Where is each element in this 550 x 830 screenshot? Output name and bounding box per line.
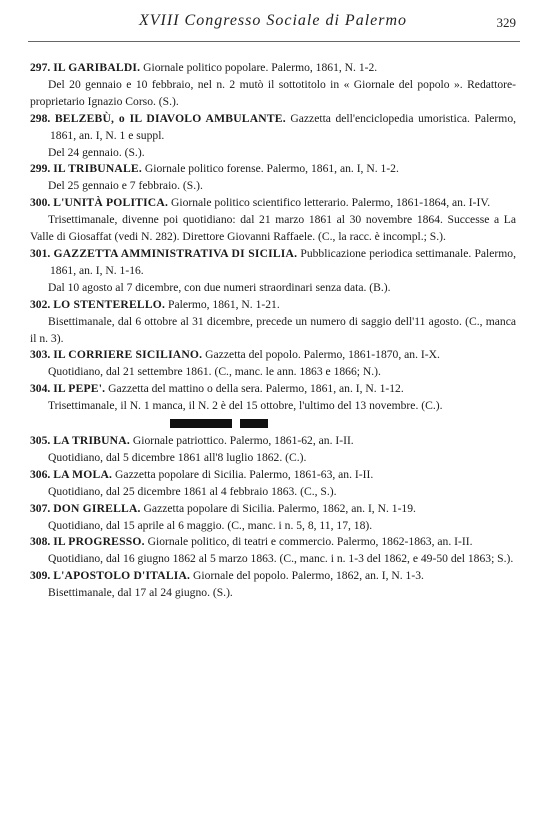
entry-title: BELZEBÙ, o IL DIAVOLO AMBULANTE. [54, 111, 286, 125]
entry-number: 308. [30, 535, 51, 549]
entry-description: Giornale del popolo. Palermo, 1862, an. I, N. 1-3. [193, 569, 424, 583]
entry-title: IL CORRIERE SICILIANO. [53, 348, 203, 362]
entry-title: LA MOLA. [53, 467, 113, 481]
entry-description: Palermo, 1861, N. 1-21. [168, 297, 280, 311]
entry-number: 298. [30, 111, 51, 125]
entry-297 [30, 60, 516, 111]
entry-title: IL TRIBUNALE. [53, 162, 142, 176]
entry-note: Dal 10 agosto al 7 dicembre, con due numeri straordinari senza data. (B.). [48, 280, 391, 294]
entry-303 [30, 347, 516, 381]
entry-description: Gazzetta del popolo. Palermo, 1861-1870, an. I-X. [205, 348, 440, 362]
entry-note: Del 24 gennaio. (S.). [48, 145, 145, 159]
entry-302 [30, 297, 516, 348]
entry-number: 304. [30, 382, 51, 396]
entry-note: Quotidiano, dal 25 dicembre 1861 al 4 febbraio 1863. (C., S.). [48, 484, 337, 498]
entry-description: Giornale patriottico. Palermo, 1861-62, an. I-II. [132, 434, 354, 448]
page-number: 329 [496, 15, 516, 30]
header-rule [28, 41, 520, 42]
entry-301 [30, 246, 516, 297]
entry-number: 302. [30, 297, 51, 311]
entry-304 [30, 381, 516, 415]
entry-title: L'APOSTOLO D'ITALIA. [53, 569, 191, 583]
entry-note: Del 20 gennaio e 10 febbraio, nel n. 2 mutò il sottotitolo in « Giornale del popolo ». Redattore-proprietario Ignazio Corso. (S.). [30, 77, 516, 108]
running-title: XVIII Congresso Sociale di Palermo [138, 12, 408, 29]
entry-number: 300. [30, 196, 51, 210]
entry-description: Pubblicazione periodica settimanale. Palermo, 1861, an. I, N. 1-16. [50, 246, 517, 277]
entry-description: Giornale politico popolare. Palermo, 1861, N. 1-2. [143, 61, 378, 74]
entry-308 [30, 534, 516, 568]
entry-title: LA TRIBUNA. [53, 434, 130, 448]
entry-300 [30, 195, 516, 246]
entry-description: Giornale politico forense. Palermo, 1861, an. I, N. 1-2. [144, 162, 399, 176]
entry-number: 297. [30, 61, 51, 74]
entry-number: 307. [30, 501, 51, 515]
entry-title: L'UNITÀ POLITICA. [53, 196, 169, 210]
entry-number: 309. [30, 569, 51, 583]
entries-list [30, 60, 516, 602]
entry-305 [30, 433, 516, 467]
entry-title: IL PEPE'. [53, 382, 106, 396]
entry-title: IL PROGRESSO. [53, 535, 145, 549]
entry-number: 301. [30, 246, 51, 260]
running-header [30, 13, 516, 37]
entry-description: Gazzetta dell'enciclopedia umoristica. Palermo, 1861, an. I, N. 1 e suppl. [50, 111, 517, 142]
entry-title: LO STENTERELLO. [53, 297, 166, 311]
entry-309 [30, 568, 516, 602]
entry-note: Trisettimanale, divenne poi quotidiano: dal 21 marzo 1861 al 30 novembre 1864. Successe a La Valle di Giosaffat (vedi N. 282). Direttore Giovanni Raffaele. (C., la racc. è incompl.; S.). [30, 213, 516, 244]
entry-number: 299. [30, 162, 51, 176]
entry-title: GAZZETTA AMMINISTRATIVA DI SICILIA. [53, 246, 298, 260]
entry-description: Gazzetta popolare di Sicilia. Palermo, 1861-63, an. I-II. [115, 467, 374, 481]
entry-number: 306. [30, 467, 51, 481]
entry-note: Del 25 gennaio e 7 febbraio. (S.). [48, 179, 203, 193]
entry-note: Bisettimanale, dal 6 ottobre al 31 dicembre, precede un numero di saggio dell'11 agosto. (C., manca il n. 3). [30, 314, 516, 345]
entry-note: Quotidiano, dal 21 settembre 1861. (C., manc. le ann. 1863 e 1866; N.). [48, 365, 381, 379]
entry-description: Giornale politico scientifico letterario. Palermo, 1861-1864, an. I-IV. [170, 196, 491, 210]
entry-note: Trisettimanale, il N. 1 manca, il N. 2 è del 15 ottobre, l'ultimo del 13 novembre. (C.). [48, 399, 443, 413]
entry-299 [30, 161, 516, 195]
entry-description: Gazzetta del mattino o della sera. Palermo, 1861, an. I, N. 1-12. [108, 382, 404, 396]
entry-title: DON GIRELLA. [53, 501, 141, 515]
entry-number: 303. [30, 348, 51, 362]
entry-description: Gazzetta popolare di Sicilia. Palermo, 1862, an. I, N. 1-19. [143, 501, 416, 515]
entry-307 [30, 501, 516, 535]
entry-note: Bisettimanale, dal 17 al 24 giugno. (S.). [48, 586, 233, 600]
entry-note: Quotidiano, dal 5 dicembre 1861 all'8 luglio 1862. (C.). [48, 450, 307, 464]
entry-title: IL GARIBALDI. [53, 61, 141, 74]
entry-306 [30, 467, 516, 501]
redacted-mark [170, 417, 300, 431]
entry-note: Quotidiano, dal 15 aprile al 6 maggio. (C., manc. i n. 5, 8, 11, 17, 18). [48, 518, 373, 532]
entry-number: 305. [30, 434, 51, 448]
entry-note: Quotidiano, dal 16 giugno 1862 al 5 marzo 1863. (C., manc. i n. 1-3 del 1862, e 49-50 del 1863; S.). [48, 552, 514, 566]
entry-description: Giornale politico, di teatri e commercio. Palermo, 1862-1863, an. I-II. [147, 535, 473, 549]
entry-298 [30, 111, 516, 162]
